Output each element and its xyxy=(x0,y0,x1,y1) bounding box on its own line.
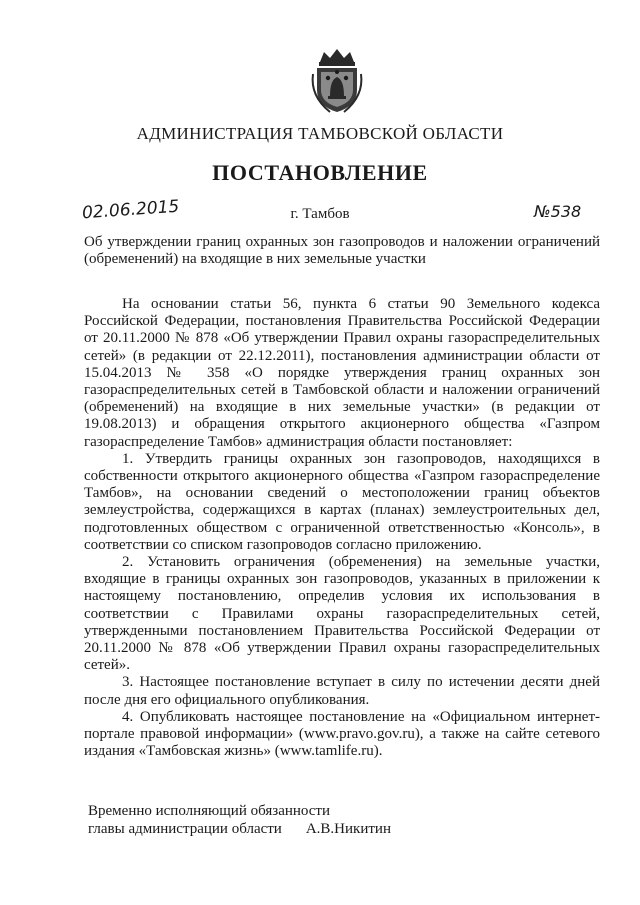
body-paragraph-item-3: 3. Настоящее постановление вступает в силу по истечении десяти дней после дня его официального опубликования. xyxy=(84,674,600,708)
signature-position-line2: главы администрации области xyxy=(88,821,282,837)
signature-block xyxy=(88,802,391,838)
signature-position-line2-row xyxy=(88,820,391,838)
tambov-region-coat-of-arms-icon xyxy=(308,46,366,114)
body-paragraph-item-1: 1. Утвердить границы охранных зон газопроводов, находящихся в собственности открытого акционерного общества «Газпром газораспределение Тамбов», на основании сведений о местоположении границ объектов землеустройства, содержащихся в картах (планах) землеустроительных дел, подготовленных обществом с ограниченной ответственностью «Консоль», в соответствии со списком газопроводов согласно приложению. xyxy=(84,450,600,553)
document-body xyxy=(84,296,600,760)
document-city: г. Тамбов xyxy=(290,206,350,222)
document-number: №538 xyxy=(534,202,582,221)
body-paragraph-item-2: 2. Установить ограничения (обременения) на земельные участки, входящие в границы охранных зон газопроводов, указанных в приложении к настоящему постановлению, определив условия их использования в соответствии с Правилами охраны газораспределительных сетей, утвержденными постановлением Правительства Российской Федерации от 20.11.2000 № 878 «Об утверждении Правил охраны газораспределительных сетей». xyxy=(84,554,600,674)
body-paragraph-item-4: 4. Опубликовать настоящее постановление на «Официальном интернет-портале правовой информации» (www.pravo.gov.ru), а также на сайте сетевого издания «Тамбовская жизнь» (www.tamlife.ru). xyxy=(84,708,600,760)
signature-position-line1: Временно исполняющий обязанности xyxy=(88,803,331,819)
document-subject: Об утверждении границ охранных зон газопроводов и наложении ограничений (обременений) на входящие в них земельные участки xyxy=(84,234,600,267)
document-type-title: ПОСТАНОВЛЕНИЕ xyxy=(212,160,428,185)
organization-title: АДМИНИСТРАЦИЯ ТАМБОВСКОЙ ОБЛАСТИ xyxy=(136,124,504,143)
document-date: 02.06.2015 xyxy=(81,196,180,224)
signatory-name: А.В.Никитин xyxy=(305,821,391,837)
body-paragraph-preamble: На основании статьи 56, пункта 6 статьи 90 Земельного кодекса Российской Федерации, постановления Правительства Российской Федерации от 20.11.2000 № 878 «Об утверждении Правил охраны газораспределительных сетей» (в редакции от 22.12.2011), постановления администрации области от 15.04.2013 № 358 «О порядке утверждения границ охранных зон газораспределительных сетей в Тамбовской области и наложении ограничений (обременений) на входящие в них земельные участки» (в редакции от 19.08.2013) и обращения открытого акционерного общества «Газпром газораспределение Тамбов» администрация области постановляет: xyxy=(84,296,600,450)
